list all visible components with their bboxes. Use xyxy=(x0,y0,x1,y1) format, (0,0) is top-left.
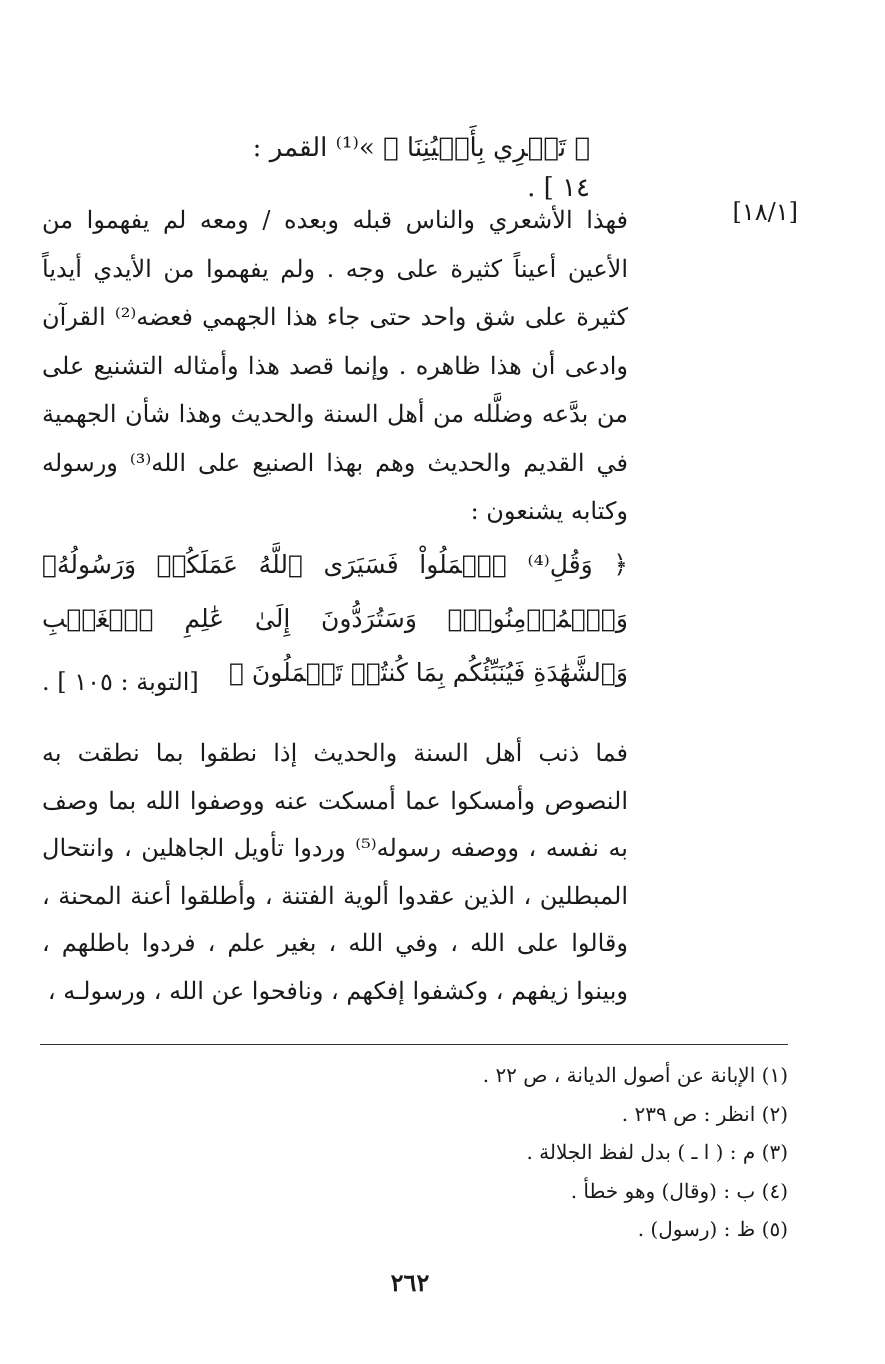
footnote-divider xyxy=(40,1044,788,1045)
body-paragraph-1: فهذا الأشعري والناس قبله وبعده / ومعه لم يفهموا من الأعين أعيناً كثيرة على وجه . ولم يفهموا من الأيدي أيدياً كثيرة على شق واحد حتى جاء هذا الجهمي فعضه⁽²⁾ القرآن وادعى أن هذا ظاهره . وإنما قصد هذا وأمثاله التشنيع على من بدَّعه وضلَّله من أهل السنة والحديث وهذا شأن الجهمية في القديم والحديث وهم بهذا الصنيع على الله⁽³⁾ ورسوله وكتابه يشنعون : xyxy=(42,206,629,525)
quran-verse-block: ﴿ وَقُلِ⁽⁴⁾ ٱعۡمَلُواْ فَسَيَرَى ٱللَّهُ عَمَلَكُمۡ وَرَسُولُهُۥ وَٱلۡمُؤۡمِنُونَۖ وَسَتُرَدُّونَ إِلَىٰ عَٰلِمِ ٱلۡغَيۡبِ وَٱلشَّهَٰدَةِ فَيُنَبِّئُكُم بِمَا كُنتُمۡ تَعۡمَلُونَ ﴾ xyxy=(42,550,628,687)
quran-verse-reference: [التوبة : ١٠٥ ] . xyxy=(42,668,199,696)
footnote-3: (٣) م : ( ا ـ ) بدل لفظ الجلالة . xyxy=(526,1140,788,1164)
footnote-4: (٤) ب : (وقال) وهو خطأ . xyxy=(570,1178,788,1203)
footnote-5: (٥) ظ : (رسول) . xyxy=(637,1217,788,1241)
footnotes xyxy=(300,1056,788,1249)
body-paragraph-2: فما ذنب أهل السنة والحديث إذا نطقوا بما نطقت به النصوص وأمسكوا عما أمسكت عنه ووصفوا الله بما وصف به نفسه ، ووصفه رسوله⁽⁵⁾ وردوا تأويل الجاهلين ، وانتحال المبطلين ، الذين عقدوا ألوية الفتنة ، وأطلقوا أعنة المحنة ، وقالوا على الله ، وفي الله ، بغير علم ، فردوا باطلهم ، وبينوا زيفهم ، وكشفوا إفكهم ، ونافحوا عن الله ، ورسولـه ، xyxy=(42,739,628,1005)
footnote-1: (١) الإبانة عن أصول الديانة ، ص ٢٢ . xyxy=(482,1063,788,1087)
footnote-2: (٢) انظر : ص ٢٣٩ . xyxy=(621,1101,788,1126)
manuscript-page-marker: [١٨/١] xyxy=(732,198,798,226)
quran-verse-heading: ﴿ تَجۡرِي بِأَعۡيُنِنَا ﴾ »⁽¹⁾ القمر : ١٤ ] . xyxy=(252,133,590,203)
page-number: ٢٦٢ xyxy=(390,1268,430,1297)
